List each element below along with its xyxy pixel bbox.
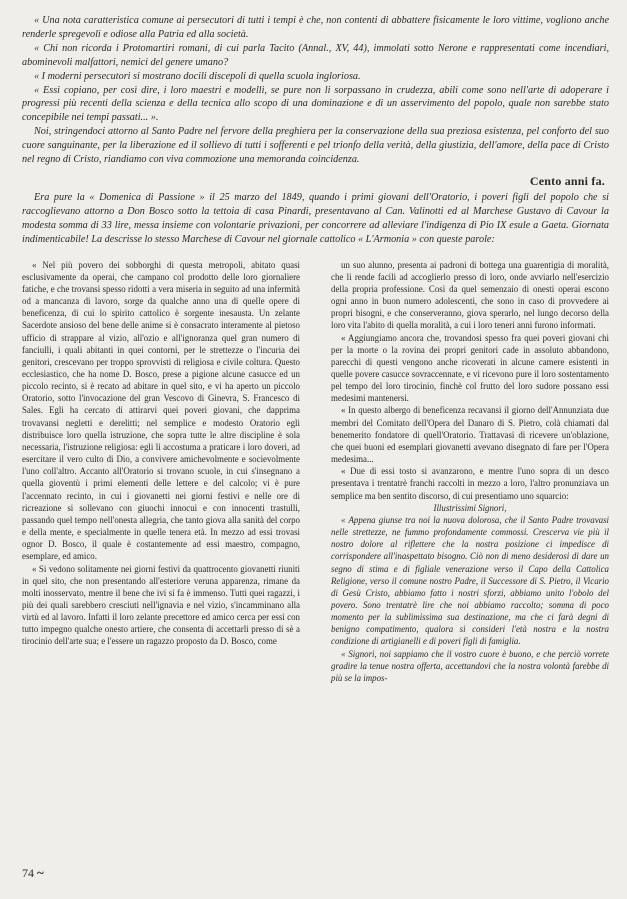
page-number: 74: [22, 865, 34, 880]
quote-paragraph: « Una nota caratteristica comune ai persecutori di tutti i tempi è che, non contenti di abbattere fisicamente le loro vittime, vogliono anche renderle spregevoli e odiose alla Patria ed alla società.: [22, 15, 609, 40]
page-dash: ~: [37, 865, 44, 880]
body-paragraph: « Nel più povero dei sobborghi di questa metropoli, abitato quasi esclusivamente da operai, che campano col prodotto delle loro giornaliere fatiche, e che trovansi spesso ridotti a vera miseria in seguito ad una infermità od a mancanza di lavoro, sorge da qualche anno una di quelle opere di beneficenza, di cui lo spirito cattolico è sorgente inesausta. Un zelante Sacerdote ansioso del bene delle anime si è consacrato interamente al pietoso ufficio di strappare al vizio, all'ozio e all'ignoranza quel gran numero di fanciulli, i quali abitanti in quei contorni, per le strettezze o l'incuria dei genitori, crescevano per troppo sprovvisti di religiosa e civile coltura. Questo ecclesiastico, che ha nome D. Bosco, prese a pigione alcune casucce ed un piccolo recinto, si è recato ad abitare in quel sito, e vi ha aperto un piccolo Oratorio, sotto l'invocazione del gran Vescovo di Ginevra, S. Francesco di Sales. Egli ha cercato di attirarvi quei poveri giovani, che dapprima trovavansi negletti e derelitti; nel semplice e modesto Oratorio egli distribuisce loro quella istruzione, che sopra tutte le altre discipline è sola necessaria, l'istruzione religiosa: egli li accostuma a praticare i loro doveri, ad esercitare il vero culto di Dio, a convivere amichevolmente e socievolmente l'uno coll'altro. Accanto all'Oratorio si trovano scuole, in cui s'insegnano a quella gioventù i primi elementi delle lettere e del calcolo; vi è pure l'accennato recinto, in cui i giovanetti nei giorni festivi e nelle ore di ricreazione si sollevano con giuochi innocui e con innocenti trastulli, passando quel tempo nell'onesta allegria, che tanto giova alla sanità del corpo e della mente, e specialmente in quelle tenera età. In mezzo ad essi trovasi ognor D. Bosco, il quale è costantemente ad essi maestro, compagno, esemplare, ed amico.: [22, 259, 300, 562]
two-column-body: [22, 259, 609, 684]
section-title: Cento anni fa.: [529, 173, 605, 188]
section-intro: Era pure la « Domenica di Passione » il 25 marzo del 1849, quando i primi giovani dell'Oratorio, i poveri figli del popolo che si raccoglievano attorno a Don Bosco sotto la tettoia di casa Pinardi, presentavano al Can. Valinotti ed al Marchese Gustavo di Cavour la modesta somma di 33 lire, messa insieme con volontarie privazioni, per concorrere ad alleviare l'indigenza di Pio IX esule a Gaeta. Giornata indimenticabile! La descrisse lo stesso Marchese di Cavour nel giornale cattolico « L'Armonia » con queste parole:: [22, 191, 609, 245]
speech-paragraph: « Appena giunse tra noi la nuova dolorosa, che il Santo Padre trovavasi nelle strettezze, ne fummo profondamente commossi. Crescerva vie più il nostro dolore al riflettere che la nostra posizione ci impedisce di corrispondere all'inaspettato bisogno. Ciò non di meno desiderosi di dare un segno di stima e di figliale venerazione verso il Capo della Cattolica Religione, verso il comune nostro Padre, il Successore di S. Pietro, il Vicario di Gesù Cristo, abbiamo fatto i nostri sforzi, abbiamo unito l'obolo del povero. Sono trentatrè lire che noi abbiamo raccolto; somma di poco momento per la sublimissima sua destinazione, ma che ci farà degni di benigno compatimento, qualora si consideri l'età nostra e la nostra condizione di artigianelli e di poveri figli di famiglia.: [331, 514, 609, 647]
body-paragraph: un suo alunno, presenta ai padroni di bottega una guarentigia di moralità, che li rende facili ad accoglierlo presso di loro, onde avviarlo nell'esercizio della propria professione. Così da quel semenzaio di onesti operai escono ogni anno in buon numero adolescenti, che sono in caso di provvedere ai propri bisogni, e che conserveranno, giova sperarlo, nel lungo decorso della loro vita l'abito di quella moralità, a cui i loro teneri anni furono informati.: [331, 259, 609, 331]
speech-paragraph: « Signori, noi sappiamo che il vostro cuore è buono, e che perciò vorrete gradire la tenue nostra offerta, accettandovi che la nostra volontà farebbe di più se la impos-: [331, 648, 609, 683]
reflection-paragraph: Noi, stringendoci attorno al Santo Padre nel fervore della preghiera per la conservazione della sua preziosa esistenza, pel conforto del suo cuore sanguinante, per la liberazione ed il sollievo di tutti i sofferenti e pel trionfo della verità, della giustizia, dell'amore, della pace di Cristo nel regno di Cristo, riandiamo con viva commozione una memoranda coincidenza.: [22, 126, 609, 166]
page-footer: [22, 865, 44, 881]
right-column: [331, 259, 609, 684]
address-salutation: Illustrissimi Signori,: [433, 502, 507, 513]
body-paragraph: « Si vedono solitamente nei giorni festivi da quattrocento giovanetti riuniti in quel sito, che non presentando all'esteriore veruna apparenza, rimane da molti inosservato, mentre il bene che ivi si fa è immenso. Tutti quei ragazzi, i più dei quali sarebbero cresciuti nell'ignavia e nel vizio, s'incamminano alla virtù ed al lavoro. Infatti il loro zelante precettore ed amico cerca per essi con tutto impegno qualche onesto artiere, che consenta di accettarli presso di sè a tirocinio dell'arte sua; e l'essere un ragazzo proposto da D. Bosco, come: [22, 563, 300, 647]
quote-paragraph: « Chi non ricorda i Protomartiri romani, di cui parla Tacito (Annal., XV, 44), immolati sotto Nerone e rappresentati come incendiari, abominevoli malfattori, nemici del genere umano?: [22, 42, 609, 68]
quote-paragraph: « I moderni persecutori si mostrano docili discepoli di quella scuola ingloriosa.: [34, 70, 361, 82]
left-column: [22, 259, 300, 684]
body-paragraph: « Due di essi tosto si avanzarono, e mentre l'uno sopra di un desco presentava i trentatrè franchi raccolti in mezzo a loro, l'altro pronunziava un semplice ma ben sentito discorso, di cui presentiamo uno squarcio:: [331, 466, 609, 501]
body-paragraph: « Aggiungiamo ancora che, trovandosi spesso fra quei poveri giovani chi per la morte o la rovina dei propri genitori cade in assoluto abbandono, parecchi di questi vengono anche ricoverati in alcune camere esistenti in quelle povere casucce sovraccennate, e vi ricevono pure il loro sostentamento pel tempo del loro tirocinio, finchè col frutto del loro sudore possano essi medesimi mantenersi.: [331, 332, 609, 404]
opening-quotes: [22, 14, 609, 167]
body-paragraph: « In questo albergo di beneficenza recavansi il giorno dell'Annunziata due membri del Comitato dell'Opera del Danaro di S. Pietro, colà chiamati dal benemerito fondatore di quell'Oratorio. Trattavasi di ricevere un'oblazione, che quei buoni ed esemplari giovanetti avevano disegnato di fare per l'Opera medesima...: [331, 405, 609, 465]
quote-paragraph: « Essi copiano, per così dire, i loro maestri e modelli, se pure non li sorpassano in crudezza, abili come sono nell'arte di adoperare i progressi più recenti della scienza e della tecnica allo scopo di una dominazione e di un asservimento del popolo, quale non sarebbe stato concepibile nei tempi passati... ».: [22, 84, 609, 124]
